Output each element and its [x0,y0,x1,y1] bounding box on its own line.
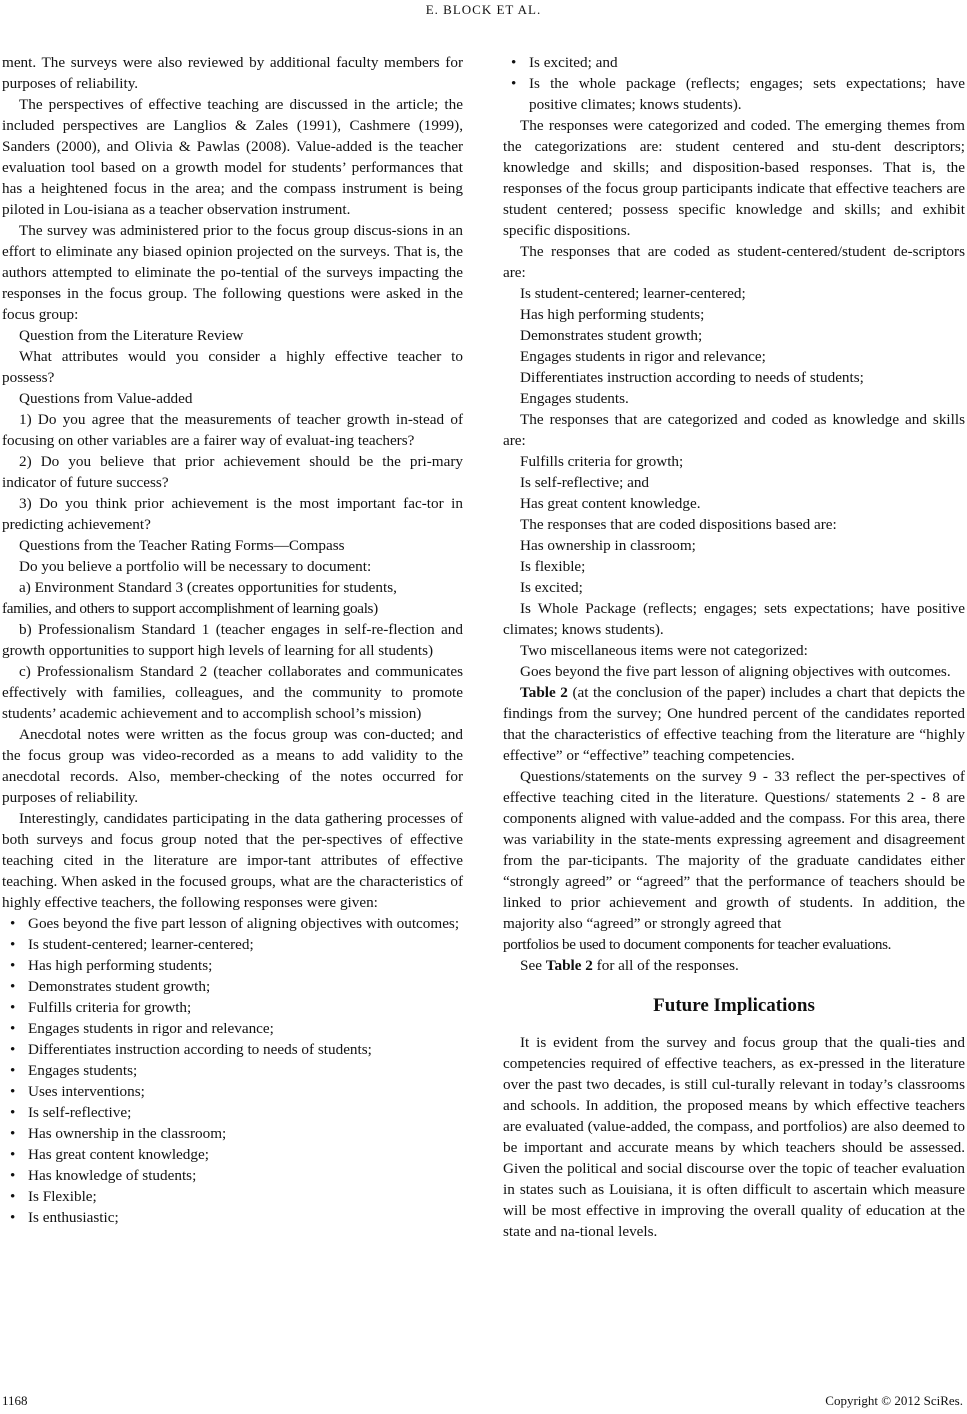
list-item: • Is student-centered; learner-centered; [2,934,463,955]
list-item: • Has high performing students; [2,955,463,976]
question: b) Professionalism Standard 1 (teacher engages in self-re-flection and growth opportunities to support high levels of learning for all students) [2,621,463,659]
coded-item: Is excited; [520,579,583,596]
question: 1) Do you agree that the measurements of teacher growth in-stead of focusing on other variables are a fairer way of evaluat-ing teachers? [2,411,463,449]
paragraph: ment. The surveys were also reviewed by additional faculty members for purposes of reliability. [2,54,463,92]
question: 3) Do you think prior achievement is the most important fac-tor in predicting achievement? [2,495,463,533]
section-heading: Future Implications [653,995,815,1016]
paragraph: The responses that are coded as student-centered/student de-scriptors are: [503,243,965,281]
paragraph: Goes beyond the five part lesson of aligning objectives with outcomes. [520,663,951,680]
coded-item: Is Whole Package (reflects; engages; sets expectations; have positive climates; knows students). [503,600,965,638]
list-item: • Is self-reflective; [2,1102,463,1123]
page-number: 1168 [2,1393,28,1408]
coded-item: Engages students. [520,390,629,407]
question: What attributes would you consider a highly effective teacher to possess? [2,348,463,386]
question: c) Professionalism Standard 2 (teacher collaborates and communicates effectively with families, colleagues, and the community to promote students’ academic achievement and to accomplish school’s mission) [2,663,463,722]
subheading-compass: Questions from the Teacher Rating Forms—Compass [19,537,345,554]
table-reference: Table 2 [545,957,593,974]
paragraph: The responses that are coded dispositions based are: [520,516,837,533]
coded-item: Has great content knowledge. [520,495,701,512]
copyright: Copyright © 2012 SciRes. [825,1393,963,1408]
coded-item: Is self-reflective; and [520,474,650,491]
table-reference: Table 2 [520,684,568,701]
paragraph: Interestingly, candidates participating in the data gathering processes of both surveys and focus group noted that the per-spectives of effective teaching cited in the literature are impor-tant attributes of effective teaching. When asked in the focused groups, what are the characteristics of highly effective teachers, the following responses were given: [2,810,463,911]
coded-item: Is student-centered; learner-centered; [520,285,746,302]
list-item: • Has knowledge of students; [2,1165,463,1186]
subheading-literature-review: Question from the Literature Review [19,327,244,344]
coded-item: Fulfills criteria for growth; [520,453,684,470]
left-column [2,52,463,1228]
list-item: • Is excited; and [503,52,965,73]
paragraph: The responses were categorized and coded. The emerging themes from the categorizations are: student centered and stu-dent descriptors; knowledge and skills; and disposition-based responses. That is, the responses of the focus group participants indicate that effective teachers are student centered; possess specific knowledge and skills; and exhibit specific dispositions. [503,117,965,239]
list-item: • Has ownership in the classroom; [2,1123,463,1144]
paragraph: The survey was administered prior to the focus group discus-sions in an effort to eliminate any biased opinion projected on the surveys. That is, the authors attempted to eliminate the po-tential of the surveys impacting the responses in the focus group. The following questions were asked in the focus group: [2,222,463,323]
coded-item: Has ownership in classroom; [520,537,696,554]
responses-bullet-list-continued [503,52,965,115]
subheading-value-added: Questions from Value-added [19,390,193,407]
running-head: E. BLOCK ET AL. [425,2,542,17]
paragraph: The responses that are categorized and coded as knowledge and skills are: [503,411,965,449]
responses-bullet-list [2,913,463,1228]
paragraph: Two miscellaneous items were not categorized: [520,642,808,659]
paragraph: The perspectives of effective teaching are discussed in the article; the included perspectives are Langlios & Zales (1991), Cashmere (1999), Sanders (2000), and Olivia & Pawlas (2008). Value-added is the teacher evaluation tool based on a growth model for students’ performances that has a heightened focus in the area; and the compass instrument is being piloted in Lou-isiana as a teacher observation instrument. [2,96,463,218]
list-item: • Is enthusiastic; [2,1207,463,1228]
list-item: • Has great content knowledge; [2,1144,463,1165]
question-line: a) Environment Standard 3 (creates opportunities for students, [19,579,397,596]
coded-item: Demonstrates student growth; [520,327,703,344]
paragraph-text: for all of the responses. [592,957,739,974]
list-item: • Engages students; [2,1060,463,1081]
list-item: • Goes beyond the five part lesson of aligning objectives with outcomes; [2,913,463,934]
right-column [503,52,965,1242]
question: 2) Do you believe that prior achievement should be the pri-mary indicator of future success? [2,453,463,491]
question-line: families, and others to support accomplishment of learning goals) [2,600,378,617]
paragraph: It is evident from the survey and focus group that the quali-ties and competencies required of effective teachers, as ex-pressed in the literature over the past two decades, is still cul-turally relevant in today’s classrooms and schools. In addition, the proposed means by which effective teachers are evaluated (value-added, the compass, and portfolios) are also deemed to be important and accurate means by which teachers should be assessed. Given the political and social discourse over the topic of teacher evaluation in states such as Louisiana, it is often difficult to ascertain which measure will be most effective in improving the overall quality of education at the state and na-tional levels. [503,1034,965,1240]
paragraph: Anecdotal notes were written as the focus group was con-ducted; and the focus group was video-recorded as a means to add validity to the anecdotal records. Also, member-checking of the notes occurred for purposes of reliability. [2,726,463,806]
list-item: • Engages students in rigor and relevance; [2,1018,463,1039]
list-item: • Is Flexible; [2,1186,463,1207]
coded-item: Engages students in rigor and relevance; [520,348,766,365]
paragraph-text: See [520,957,546,974]
list-item: • Demonstrates student growth; [2,976,463,997]
paragraph-text: (at the conclusion of the paper) includes a chart that depicts the findings from the survey; One hundred percent of the candidates reported that the characteristics of effective teaching from the literature are “highly effective” or “effective” teaching competencies. [503,684,965,764]
paragraph [503,955,965,976]
paragraph-line: portfolios be used to document components for teacher evaluations. [503,936,892,953]
question: Do you believe a portfolio will be necessary to document: [19,558,372,575]
list-item: • Uses interventions; [2,1081,463,1102]
coded-item: Is flexible; [520,558,586,575]
list-item: • Fulfills criteria for growth; [2,997,463,1018]
coded-item: Has high performing students; [520,306,705,323]
paragraph [503,682,965,766]
paragraph: Questions/statements on the survey 9 - 33 reflect the per-spectives of effective teaching cited in the literature. Questions/ statements 2 - 8 are components aligned with value-added and the compass. For this area, there was variability in the state-ments expressing agreement and disagreement from the par-ticipants. The majority of the graduate candidates either “strongly agreed” or “agreed” that the performance of teachers should be linked to prior achievement and growth of students. In addition, the majority also “agreed” or strongly agreed that [503,768,965,932]
list-item: • Differentiates instruction according to needs of students; [2,1039,463,1060]
list-item: • Is the whole package (reflects; engages; sets expectations; have positive climates; knows students). [503,73,965,115]
coded-item: Differentiates instruction according to needs of students; [520,369,864,386]
